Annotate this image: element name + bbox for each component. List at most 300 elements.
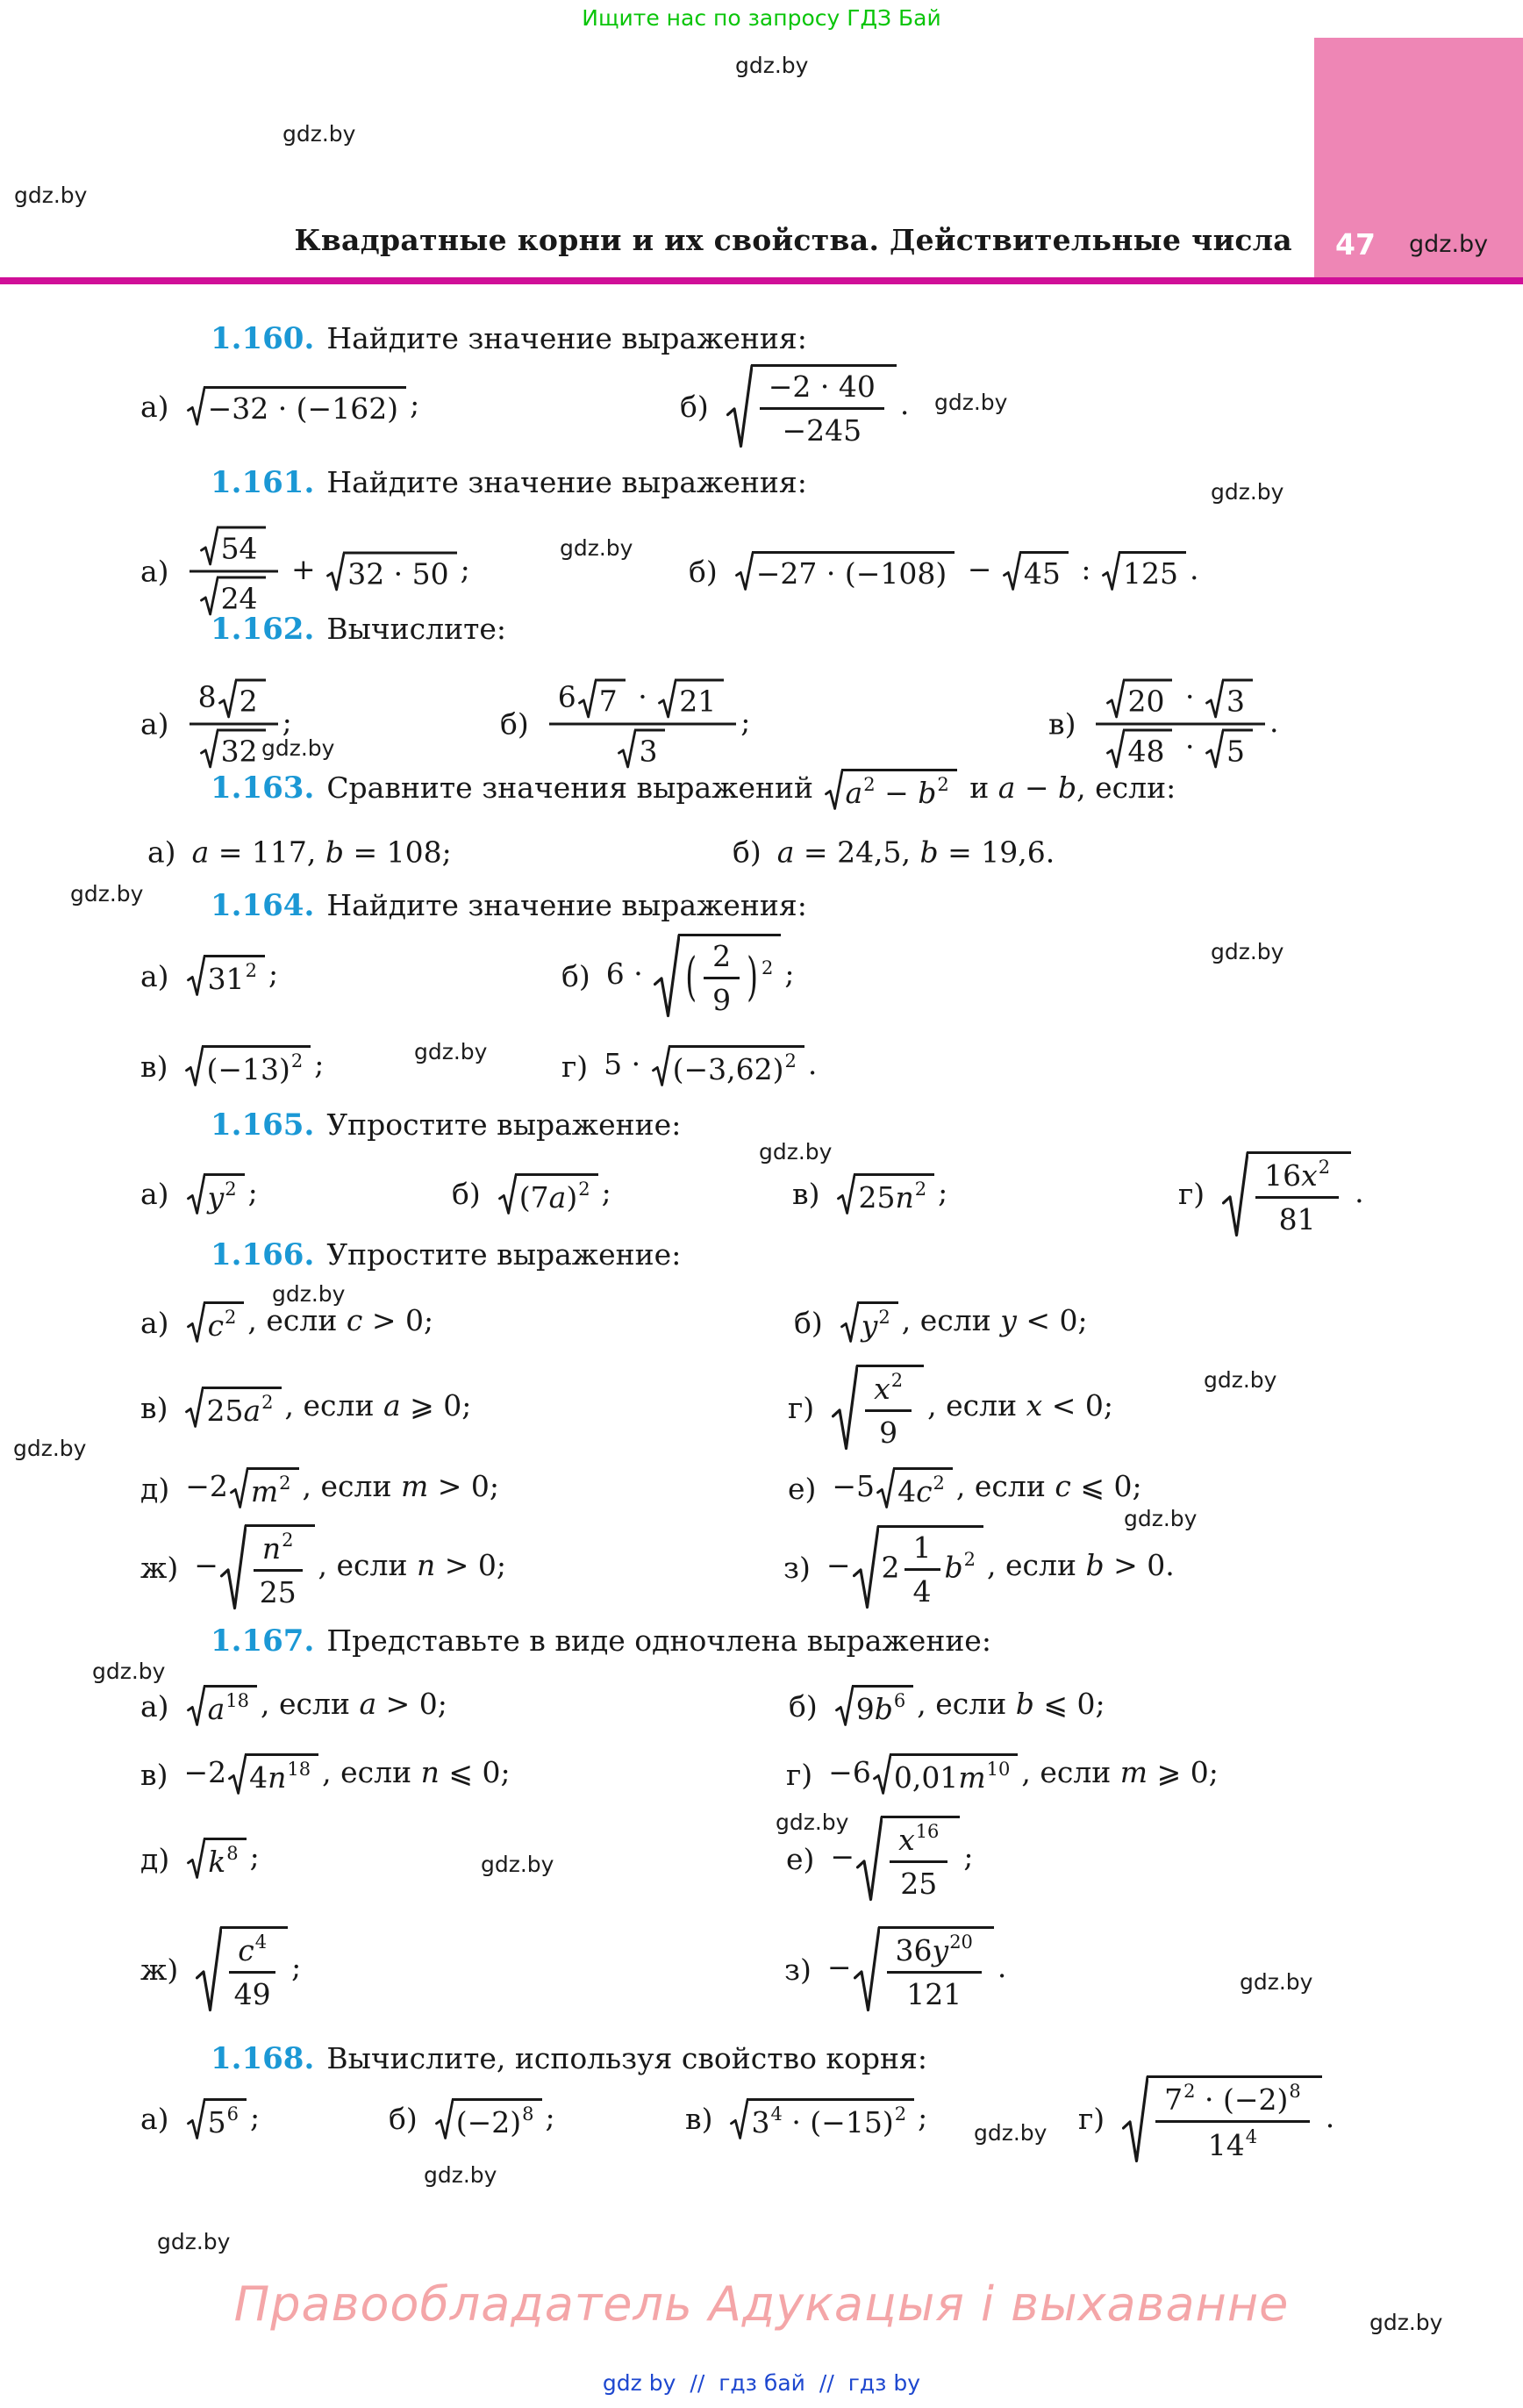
radical-sign-icon bbox=[873, 1753, 891, 1795]
radical-sign-icon bbox=[228, 1753, 247, 1795]
sqrt-radical bbox=[187, 2098, 247, 2140]
problem-number: 1.165. bbox=[211, 1107, 315, 1143]
math-text: > 0; bbox=[362, 1303, 434, 1337]
problem-title: Упростите выражение: bbox=[326, 1107, 682, 1142]
radical-sign-icon bbox=[185, 1045, 204, 1087]
math-text: ; bbox=[601, 1174, 611, 1209]
fraction-denominator bbox=[198, 573, 269, 617]
fraction-numerator bbox=[1255, 1157, 1339, 1199]
math-exponent: 10 bbox=[986, 1759, 1011, 1780]
watermark-gdz: gdz.by bbox=[70, 881, 144, 907]
radicand bbox=[204, 386, 407, 426]
math-text: : bbox=[1071, 552, 1100, 586]
math-exponent: 2 bbox=[225, 1307, 237, 1328]
math-text: − bbox=[826, 1950, 852, 1984]
math-text: = 117, bbox=[209, 835, 325, 870]
radicand bbox=[202, 1045, 311, 1087]
math-text: 4 bbox=[249, 1760, 268, 1795]
problem-item bbox=[140, 1467, 499, 1509]
math-variable: n bbox=[895, 1179, 914, 1215]
radical-sign-icon bbox=[230, 1467, 248, 1509]
sqrt-radical bbox=[825, 769, 957, 811]
item-label: б) bbox=[500, 706, 529, 741]
math-text: 6 · bbox=[605, 957, 653, 991]
radicand bbox=[751, 364, 897, 448]
radicand bbox=[877, 1525, 984, 1609]
math-text: , если bbox=[927, 1388, 1026, 1423]
problem-item bbox=[500, 678, 750, 769]
problem-number: 1.166. bbox=[211, 1237, 315, 1272]
math-text: ; bbox=[249, 2099, 261, 2134]
radicand bbox=[634, 728, 665, 769]
problem-number: 1.163. bbox=[211, 770, 315, 806]
watermark-gdz: gdz.by bbox=[14, 183, 88, 208]
sqrt-radical bbox=[1205, 678, 1253, 719]
math-expression bbox=[185, 1301, 434, 1344]
math-text: ; bbox=[784, 957, 795, 991]
problem-item bbox=[140, 1301, 433, 1344]
problem-item bbox=[789, 1685, 1105, 1727]
radicand bbox=[752, 551, 955, 591]
radicand bbox=[669, 1045, 804, 1087]
watermark-gdz: gdz.by bbox=[481, 1852, 554, 1877]
watermark-gdz: gdz.by bbox=[974, 2120, 1048, 2146]
item-label: ж) bbox=[140, 1550, 179, 1585]
math-exponent: 2 bbox=[1318, 1156, 1331, 1178]
math-text: 81 bbox=[1278, 1201, 1316, 1236]
problem-item bbox=[1178, 1151, 1364, 1237]
problem-row bbox=[0, 1913, 1523, 2025]
math-expression bbox=[185, 1173, 258, 1215]
math-text: −6 bbox=[828, 1755, 871, 1789]
problem-item bbox=[140, 1753, 511, 1795]
sqrt-radical bbox=[200, 577, 266, 617]
math-text: 8 bbox=[197, 679, 217, 713]
math-text: 14 bbox=[1207, 2127, 1245, 2162]
sqrt-radical bbox=[187, 1838, 246, 1880]
math-expression bbox=[835, 1173, 947, 1215]
math-text: 7 bbox=[1164, 2082, 1183, 2117]
problem-item bbox=[561, 934, 794, 1018]
sqrt-radical bbox=[854, 1926, 994, 2012]
radicand bbox=[675, 678, 724, 719]
item-label: г) bbox=[1078, 2102, 1105, 2136]
math-text: 4 bbox=[912, 1574, 932, 1609]
fraction bbox=[905, 1530, 940, 1609]
item-label: б) bbox=[452, 1177, 481, 1211]
math-text: , если bbox=[955, 1469, 1055, 1503]
math-text: = 24,5, bbox=[794, 835, 920, 870]
big-paren: ) bbox=[747, 944, 758, 1007]
math-text: 9 bbox=[879, 1415, 898, 1450]
sqrt-radical bbox=[618, 728, 665, 769]
footer-link[interactable]: гдз by bbox=[847, 2370, 921, 2396]
math-text: ; bbox=[291, 1950, 302, 1984]
radicand bbox=[857, 1301, 898, 1344]
fraction-numerator bbox=[760, 369, 884, 410]
fraction-numerator bbox=[189, 678, 278, 725]
math-text: −2 · 40 bbox=[768, 369, 876, 404]
math-text: 45 bbox=[1023, 556, 1061, 591]
math-text: ; bbox=[314, 1047, 325, 1081]
problem-heading bbox=[211, 888, 807, 923]
fraction bbox=[887, 1931, 982, 2011]
math-expression bbox=[433, 2098, 555, 2140]
item-label: г) bbox=[786, 1757, 813, 1792]
page-number: 47 bbox=[1335, 227, 1376, 262]
math-text: 25 bbox=[259, 1575, 297, 1609]
item-label: б) bbox=[389, 2102, 418, 2136]
problem-heading bbox=[211, 321, 807, 356]
math-text: −5 bbox=[832, 1469, 876, 1503]
watermark-gdz: gdz.by bbox=[414, 1039, 488, 1064]
fraction bbox=[189, 527, 278, 617]
math-text: 54 bbox=[220, 531, 258, 566]
math-expression bbox=[1091, 678, 1278, 769]
fraction-numerator bbox=[1096, 678, 1264, 725]
problem-title: Представьте в виде одночлена выражение: bbox=[326, 1623, 991, 1658]
math-exponent: 2 bbox=[578, 1178, 590, 1200]
item-label: г) bbox=[1178, 1177, 1205, 1211]
sqrt-radical bbox=[185, 1045, 311, 1087]
math-text: ; bbox=[740, 704, 751, 739]
fraction bbox=[704, 939, 740, 1017]
problem-item bbox=[783, 1525, 1175, 1609]
publisher-banner: Правообладатель Адукацыя і выхаванне bbox=[233, 2276, 1290, 2332]
math-text: ; bbox=[918, 2099, 928, 2134]
math-text: 2 bbox=[881, 1550, 900, 1585]
problem-number: 1.167. bbox=[211, 1623, 315, 1659]
math-exponent: 2 bbox=[279, 1473, 291, 1494]
math-text: 1 bbox=[912, 1530, 932, 1565]
math-text: (−13) bbox=[206, 1052, 290, 1086]
math-text: 25 bbox=[206, 1394, 244, 1428]
problem-item bbox=[140, 527, 470, 617]
problem-row bbox=[0, 928, 1523, 1023]
math-expression bbox=[733, 551, 1199, 591]
radical-sign-icon bbox=[187, 2098, 205, 2140]
radicand bbox=[890, 1753, 1019, 1795]
math-text: 31 bbox=[207, 962, 245, 996]
math-text: 3 bbox=[639, 734, 658, 768]
radicand bbox=[217, 527, 266, 567]
problem-item bbox=[140, 1838, 260, 1880]
fraction bbox=[229, 1931, 275, 2011]
math-text: 5 bbox=[1226, 734, 1245, 768]
footer-link-separator: // bbox=[819, 2370, 834, 2396]
fraction-denominator bbox=[879, 1412, 897, 1450]
item-label: б) bbox=[794, 1305, 823, 1340]
radical-sign-icon bbox=[730, 2098, 748, 2140]
radical-sign-icon bbox=[658, 678, 676, 719]
math-variable: k bbox=[208, 1845, 226, 1879]
math-expression bbox=[545, 678, 751, 769]
radical-sign-icon bbox=[832, 1365, 858, 1451]
problem-title: Найдите значение выражения: bbox=[326, 321, 807, 355]
fraction-denominator bbox=[782, 410, 862, 448]
math-text: · (−15) bbox=[782, 2104, 894, 2139]
problem-row bbox=[0, 827, 1523, 878]
math-text: > 0. bbox=[1104, 1548, 1175, 1582]
math-text: ; bbox=[545, 2099, 555, 2134]
math-text: − bbox=[1015, 770, 1059, 805]
math-text: · bbox=[1176, 679, 1204, 713]
sqrt-radical bbox=[1106, 678, 1172, 719]
problem-item bbox=[140, 386, 419, 426]
math-text: < 0; bbox=[1016, 1303, 1088, 1337]
item-label: б) bbox=[680, 389, 709, 424]
radicand bbox=[515, 1173, 598, 1215]
sqrt-radical bbox=[832, 1365, 924, 1451]
item-label: а) bbox=[140, 389, 169, 424]
problem-heading bbox=[211, 1107, 681, 1143]
radical-sign-icon bbox=[200, 577, 218, 617]
radicand bbox=[204, 1173, 245, 1215]
fraction-denominator bbox=[913, 1571, 932, 1609]
math-exponent: 2 bbox=[914, 1178, 927, 1200]
math-expression bbox=[725, 364, 910, 448]
radical-sign-icon bbox=[187, 1173, 205, 1215]
math-text: 9 bbox=[712, 983, 732, 1017]
radical-sign-icon bbox=[220, 1524, 247, 1610]
radicand bbox=[1119, 551, 1186, 591]
radical-sign-icon bbox=[726, 364, 753, 448]
problem-title: Найдите значение выражения: bbox=[326, 465, 807, 499]
math-variable: a bbox=[243, 1394, 261, 1428]
problem-item bbox=[792, 1173, 947, 1215]
fraction-numerator bbox=[254, 1530, 303, 1572]
math-expression bbox=[777, 835, 1055, 870]
radicand bbox=[1019, 551, 1069, 591]
math-text: 5 bbox=[207, 2104, 226, 2139]
math-text: − bbox=[875, 776, 919, 810]
radical-sign-icon bbox=[1222, 1151, 1248, 1237]
radicand bbox=[235, 678, 266, 719]
watermark-gdz: gdz.by bbox=[1124, 1506, 1198, 1531]
sqrt-radical bbox=[326, 551, 456, 591]
math-text: > 0; bbox=[376, 1687, 447, 1721]
watermark-gdz: gdz.by bbox=[1211, 479, 1284, 505]
sqrt-radical bbox=[220, 1524, 315, 1610]
footer-link[interactable]: гдз бай bbox=[719, 2370, 805, 2396]
radicand bbox=[204, 1838, 246, 1880]
watermark-gdz: gdz.by bbox=[1211, 939, 1284, 964]
radicand bbox=[220, 1926, 288, 2012]
math-variable: x bbox=[874, 1372, 890, 1406]
problem-item bbox=[680, 364, 909, 448]
big-paren: ( bbox=[685, 944, 697, 1007]
radical-sign-icon bbox=[1003, 551, 1021, 591]
math-exponent: 4 bbox=[770, 2103, 783, 2125]
math-text: + bbox=[282, 552, 325, 586]
fraction-denominator bbox=[712, 979, 731, 1017]
sqrt-radical bbox=[187, 1685, 257, 1727]
problem-row bbox=[0, 1674, 1523, 1738]
math-exponent: 8 bbox=[1289, 2080, 1301, 2102]
fraction-numerator bbox=[905, 1530, 940, 1571]
sqrt-radical bbox=[435, 2098, 542, 2140]
item-label: б) bbox=[789, 1688, 818, 1724]
math-text: < 0; bbox=[1042, 1388, 1113, 1423]
math-text: > 0; bbox=[435, 1548, 506, 1582]
math-exponent: 18 bbox=[287, 1759, 311, 1780]
sqrt-radical bbox=[1122, 2075, 1322, 2163]
item-label: а) bbox=[140, 2102, 169, 2136]
math-text: , если bbox=[987, 1548, 1086, 1582]
problem-number: 1.168. bbox=[211, 2041, 315, 2076]
math-text: − bbox=[830, 1839, 855, 1874]
radical-sign-icon bbox=[1102, 551, 1120, 591]
fraction bbox=[1255, 1157, 1339, 1236]
math-variable: b bbox=[1085, 1548, 1105, 1582]
radical-sign-icon bbox=[200, 728, 218, 769]
radicand bbox=[1147, 2075, 1322, 2163]
item-label: з) bbox=[784, 1952, 812, 1987]
math-exponent: 2 bbox=[963, 1548, 976, 1570]
radical-sign-icon bbox=[837, 1173, 855, 1215]
math-variable: c bbox=[1055, 1469, 1071, 1503]
fraction bbox=[254, 1530, 303, 1609]
item-label: а) bbox=[140, 1177, 169, 1211]
math-variable: y bbox=[932, 1933, 949, 1967]
sqrt-radical bbox=[876, 1467, 953, 1509]
radicand bbox=[1123, 728, 1172, 769]
sqrt-radical bbox=[730, 2098, 914, 2140]
problem-item bbox=[786, 1816, 974, 1902]
math-variable: n bbox=[261, 1531, 282, 1566]
problem-row bbox=[0, 1739, 1523, 1810]
math-text: ; bbox=[963, 1839, 974, 1874]
math-variable: a bbox=[383, 1388, 401, 1423]
math-text: . bbox=[1269, 704, 1279, 739]
math-text: ; bbox=[282, 704, 292, 739]
math-text: . bbox=[1325, 2099, 1335, 2134]
math-text: · (−2) bbox=[1195, 2082, 1289, 2117]
sqrt-radical bbox=[652, 1045, 804, 1087]
item-label: а) bbox=[140, 1305, 169, 1340]
problem-item bbox=[140, 1524, 506, 1610]
problem-number: 1.164. bbox=[211, 888, 315, 923]
sqrt-radical bbox=[1003, 551, 1069, 591]
problem-item bbox=[788, 1467, 1142, 1509]
math-text: , если bbox=[260, 1687, 360, 1721]
sqrt-radical bbox=[856, 1816, 960, 1902]
math-variable: n bbox=[268, 1760, 287, 1795]
math-variable: b bbox=[918, 776, 937, 810]
top-banner-text: Ищите нас по запросу ГДЗ Бай bbox=[582, 5, 941, 31]
item-label: д) bbox=[140, 1471, 170, 1506]
radical-sign-icon bbox=[840, 1301, 859, 1344]
math-text: ; bbox=[460, 552, 470, 586]
math-variable: a bbox=[548, 1179, 567, 1215]
radical-sign-icon bbox=[652, 1045, 670, 1087]
radical-sign-icon bbox=[1106, 728, 1125, 769]
math-text: 24 bbox=[220, 581, 258, 616]
radicand bbox=[247, 1467, 299, 1509]
math-expression bbox=[192, 835, 452, 870]
math-text: −245 bbox=[782, 413, 862, 448]
math-exponent: 8 bbox=[226, 1843, 239, 1864]
math-text: −27 · (−108) bbox=[755, 556, 947, 591]
watermark-gdz: gdz.by bbox=[92, 1659, 166, 1684]
math-variable: c bbox=[207, 1308, 225, 1343]
math-exponent: 2 bbox=[863, 774, 876, 795]
item-label: б) bbox=[733, 835, 762, 870]
math-text: 6 bbox=[557, 679, 576, 713]
watermark-gdz: gdz.by bbox=[1409, 231, 1489, 258]
item-label: а) bbox=[147, 835, 176, 870]
math-text: , если bbox=[917, 1687, 1016, 1721]
sqrt-radical bbox=[658, 678, 724, 719]
item-label: б) bbox=[561, 958, 590, 993]
problem-heading bbox=[211, 769, 1176, 811]
problem-item bbox=[147, 835, 452, 870]
footer-links bbox=[0, 2370, 1523, 2396]
sqrt-radical bbox=[498, 1173, 598, 1215]
math-text: , если bbox=[247, 1303, 347, 1337]
problem-title: Вычислите, используя свойство корня: bbox=[326, 2041, 927, 2075]
sqrt-radical bbox=[578, 678, 626, 719]
math-text: ; bbox=[268, 957, 279, 991]
sqrt-radical bbox=[228, 1753, 318, 1795]
problem-row bbox=[0, 1458, 1523, 1518]
sqrt-radical bbox=[837, 1173, 934, 1215]
math-text: , если bbox=[1021, 1755, 1120, 1789]
math-exponent: 20 bbox=[949, 1931, 973, 1953]
math-text: ⩽ 0; bbox=[439, 1755, 511, 1789]
radical-sign-icon bbox=[735, 551, 754, 591]
radicand bbox=[1247, 1151, 1351, 1237]
problem-item bbox=[140, 1173, 258, 1215]
watermark-gdz: gdz.by bbox=[759, 1139, 833, 1165]
fraction-numerator bbox=[704, 939, 740, 979]
math-expression bbox=[1220, 1151, 1364, 1237]
problem-item bbox=[140, 1685, 447, 1727]
math-exponent: 2 bbox=[937, 774, 949, 795]
watermark-gdz: gdz.by bbox=[13, 1436, 87, 1461]
radicand bbox=[878, 1926, 994, 2012]
math-text: 9 bbox=[855, 1692, 875, 1726]
math-variable: y bbox=[861, 1308, 878, 1343]
radical-sign-icon bbox=[578, 678, 597, 719]
sqrt-radical bbox=[654, 934, 781, 1018]
math-text: . bbox=[807, 1047, 818, 1081]
math-expression bbox=[185, 2098, 261, 2140]
radicand bbox=[1222, 678, 1253, 719]
math-text: − bbox=[826, 1548, 851, 1582]
math-variable: a bbox=[997, 770, 1016, 805]
watermark-gdz: gdz.by bbox=[272, 1281, 346, 1307]
footer-link[interactable]: gdz by bbox=[602, 2370, 676, 2396]
math-text: 2 bbox=[712, 939, 732, 973]
math-text: 36 bbox=[895, 1933, 933, 1967]
radical-sign-icon bbox=[218, 678, 237, 719]
radical-sign-icon bbox=[187, 386, 205, 426]
math-text: . bbox=[997, 1950, 1007, 1984]
math-exponent: 2 bbox=[1183, 2080, 1196, 2102]
math-text: , если bbox=[318, 1548, 417, 1582]
problem-title bbox=[326, 769, 1176, 811]
math-variable: b bbox=[1015, 1687, 1034, 1721]
math-exponent: 2 bbox=[933, 1473, 945, 1494]
math-exponent: 2 bbox=[890, 1370, 904, 1391]
math-exponent: 2 bbox=[878, 1307, 890, 1328]
fraction-numerator bbox=[549, 678, 736, 725]
math-variable: m bbox=[958, 1760, 986, 1795]
radicand bbox=[245, 1524, 315, 1610]
math-expression bbox=[830, 1816, 973, 1902]
radicand bbox=[678, 934, 781, 1018]
